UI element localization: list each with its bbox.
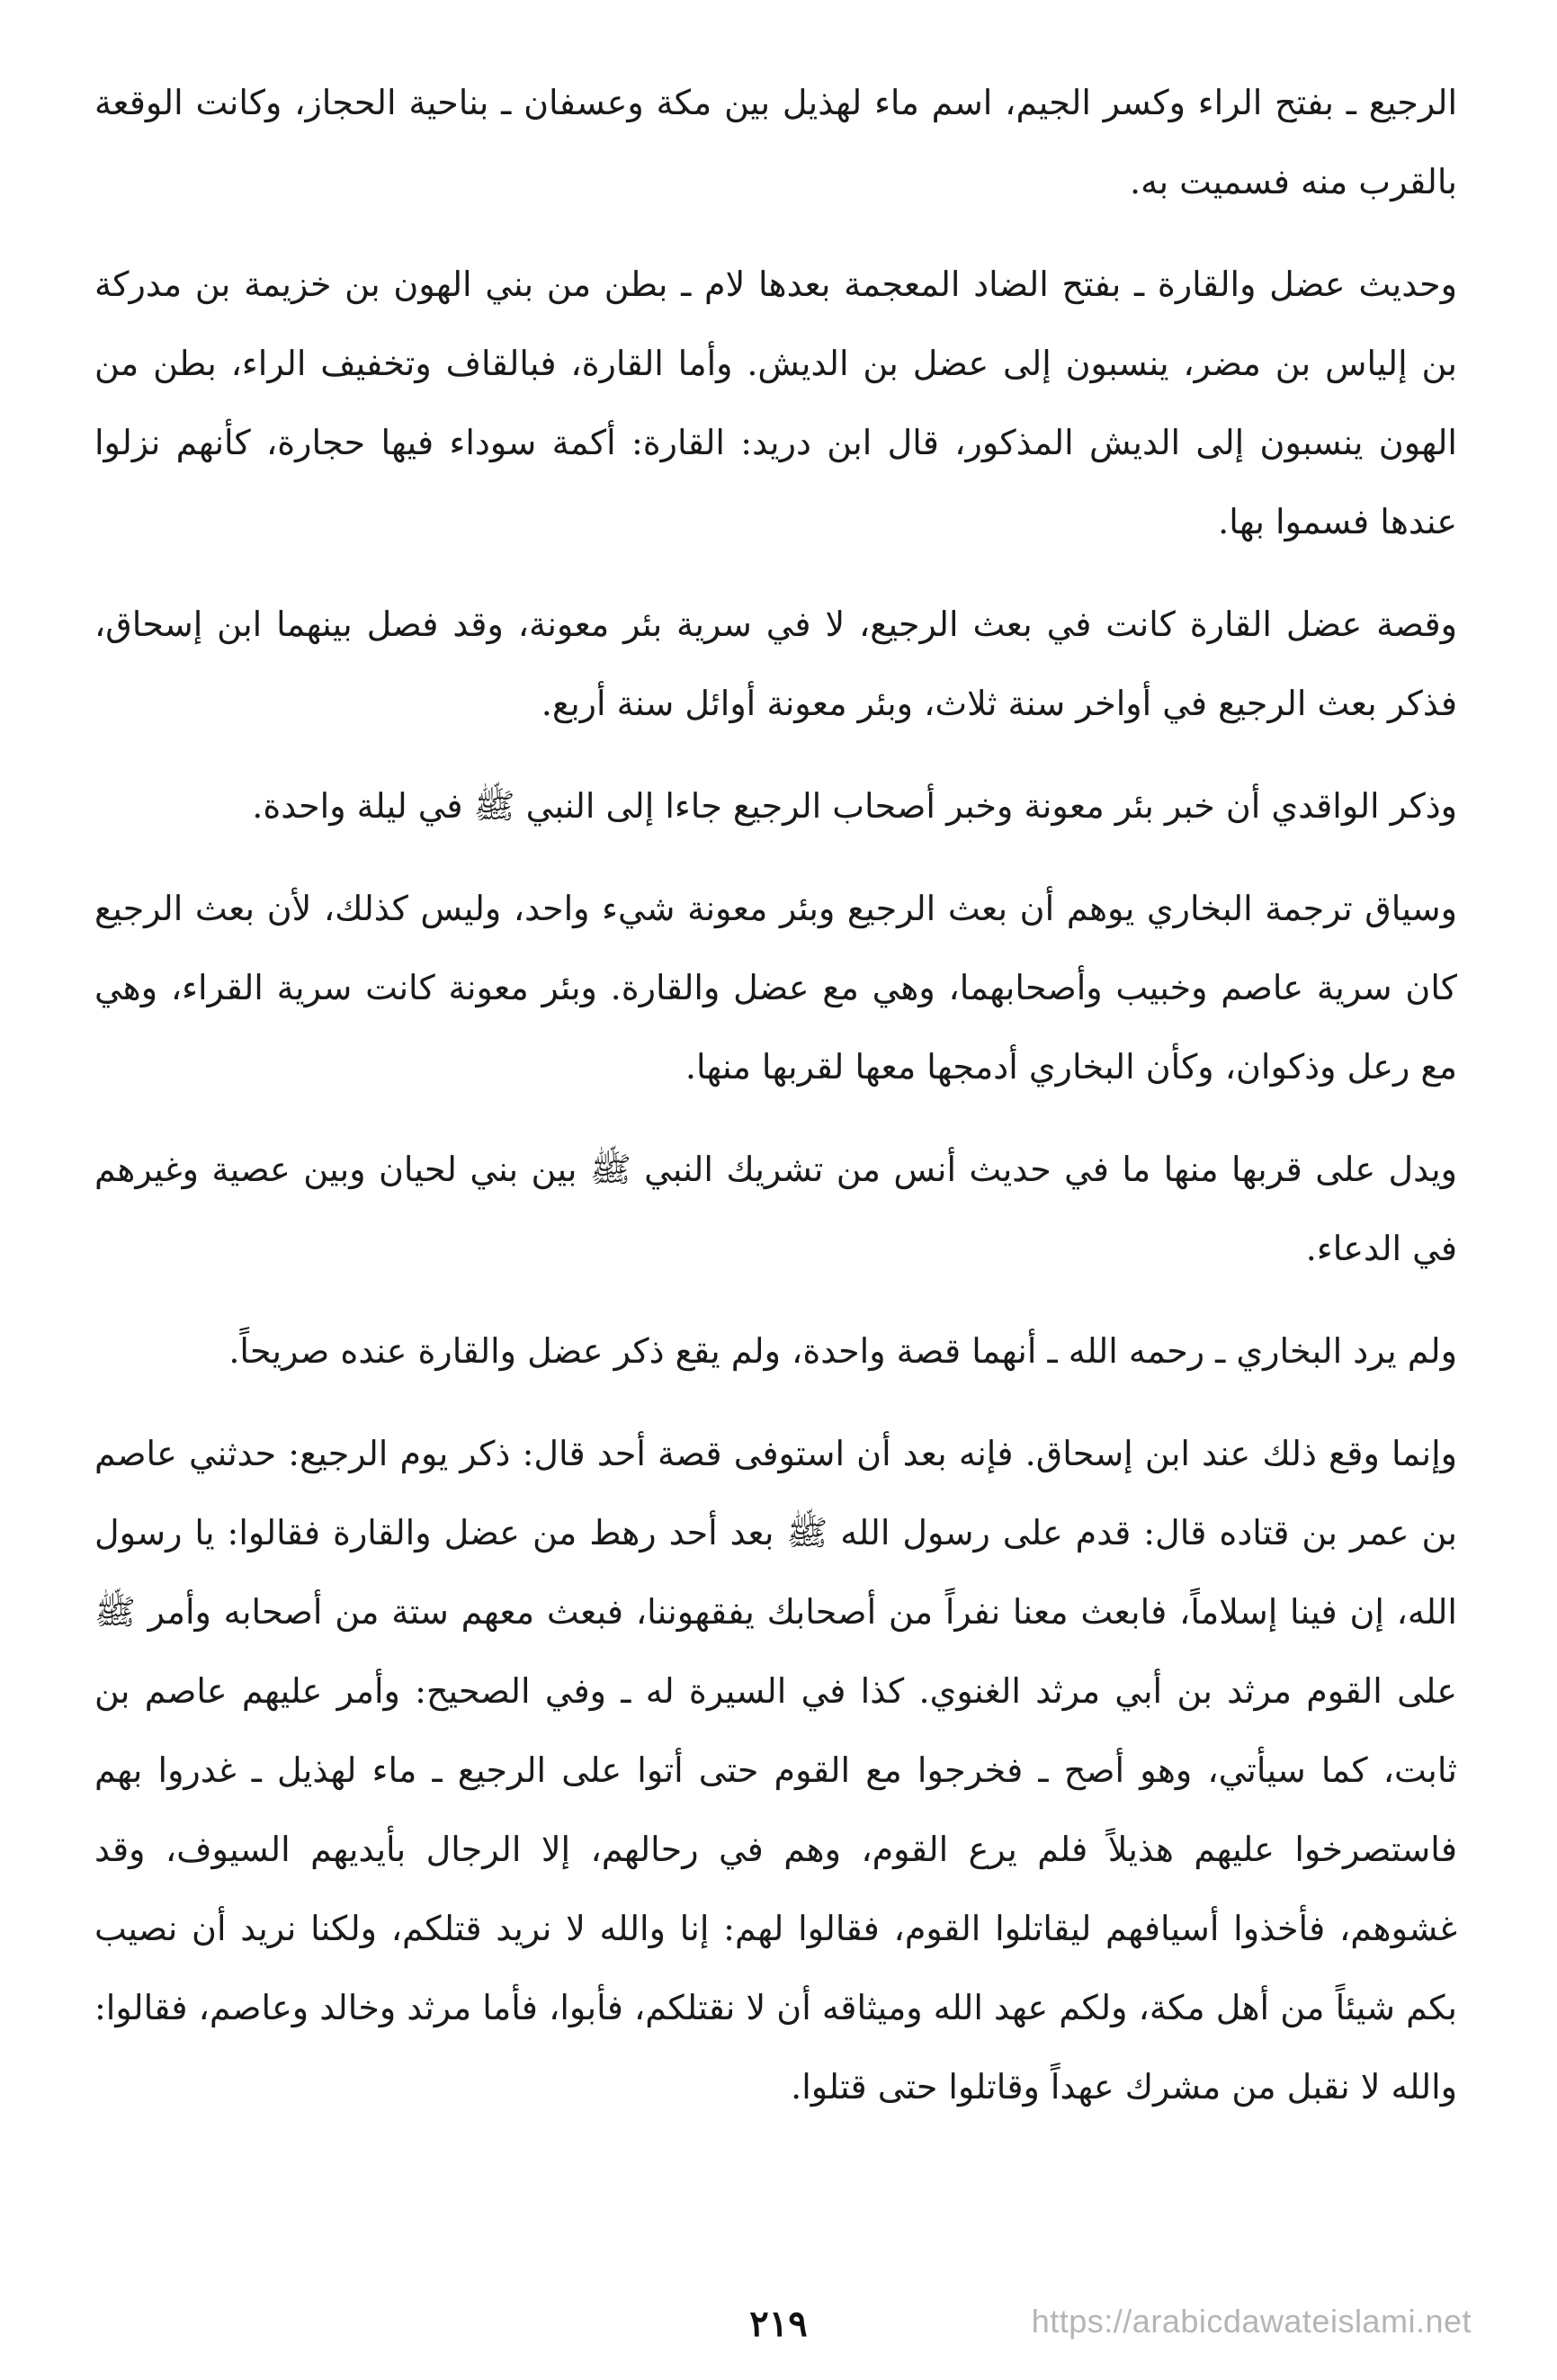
source-watermark: https://arabicdawateislami.net [1031, 2303, 1472, 2340]
paragraph-rajee-definition: الرجيع ـ بفتح الراء وكسر الجيم، اسم ماء لهذيل بين مكة وعسفان ـ بناحية الحجاز، وكانت الوقعة بالقرب منه فسميت به. [94, 83, 1457, 201]
paragraph-ibn-ishaq: وإنما وقع ذلك عند ابن إسحاق. فإنه بعد أن استوفى قصة أحد قال: ذكر يوم الرجيع: حدثني عاصم بن عمر بن قتاده قال: قدم على رسول الله ﷺ بعد أحد رهط من عضل والقارة فقالوا: يا رسول الله، إن فينا إسلاماً، فابعث معنا نفراً من أصحابك يفقهوننا، فبعث معهم ستة من أصحابه وأمر ﷺ على القوم مرثد بن أبي مرثد الغنوي. كذا في السيرة له ـ وفي الصحيح: وأمر عليهم عاصم بن ثابت، كما سيأتي، وهو أصح ـ فخرجوا مع القوم حتى أتوا على الرجيع ـ ماء لهذيل ـ غدروا بهم فاستصرخوا عليهم هذيلاً فلم يرع القوم، وهم في رحالهم، إلا الرجال بأيديهم السيوف، وقد غشوهم، فأخذوا أسيافهم ليقاتلوا القوم، فقالوا لهم: إنا والله لا نريد قتلكم، ولكنا نريد أن نصيب بكم شيئاً من أهل مكة، ولكم عهد الله وميثاقه أن لا نقتلكم، فأبوا، فأما مرثد وخالد وعاصم، فقالوا: والله لا نقبل من مشرك عهداً وقاتلوا حتى قتلوا. [94, 1434, 1457, 2107]
paragraph-story-adal-qara: وقصة عضل القارة كانت في بعث الرجيع، لا في سرية بئر معونة، وقد فصل بينهما ابن إسحاق، فذكر بعث الرجيع في أواخر سنة ثلاث، وبئر معونة أوائل سنة أربع. [94, 604, 1457, 723]
paragraph-anas-hadith: ويدل على قربها منها ما في حديث أنس من تشريك النبي ﷺ بين بني لحيان وبين عصية وغيرهم في الدعاء. [94, 1150, 1457, 1268]
paragraph-adal-qara: وحديث عضل والقارة ـ بفتح الضاد المعجمة بعدها لام ـ بطن من بني الهون بن خزيمة بن مدركة بن إلياس بن مضر، ينسبون إلى عضل بن الديش. وأما القارة، فبالقاف وتخفيف الراء، بطن من الهون ينسبون إلى الديش المذكور، قال ابن دريد: القارة: أكمة سوداء فيها حجارة، كأنهم نزلوا عندها فسموا بها. [94, 264, 1457, 541]
paragraph-waqidi: وذكر الواقدي أن خبر بئر معونة وخبر أصحاب الرجيع جاءا إلى النبي ﷺ في ليلة واحدة. [252, 786, 1457, 826]
paragraph-bukhari-intent: ولم يرد البخاري ـ رحمه الله ـ أنهما قصة واحدة، ولم يقع ذكر عضل والقارة عنده صريحاً. [228, 1331, 1457, 1371]
paragraph-bukhari-context: وسياق ترجمة البخاري يوهم أن بعث الرجيع وبئر معونة شيء واحد، وليس كذلك، لأن بعث الرجيع كان سرية عاصم وخبيب وأصحابهما، وهي مع عضل والقارة. وبئر معونة كانت سرية القراء، وهي مع رعل وذكوان، وكأن البخاري أدمجها معها لقربها منها. [94, 889, 1457, 1087]
page-number: ٢١٩ [749, 2303, 808, 2345]
page-body-text [94, 63, 1457, 2150]
